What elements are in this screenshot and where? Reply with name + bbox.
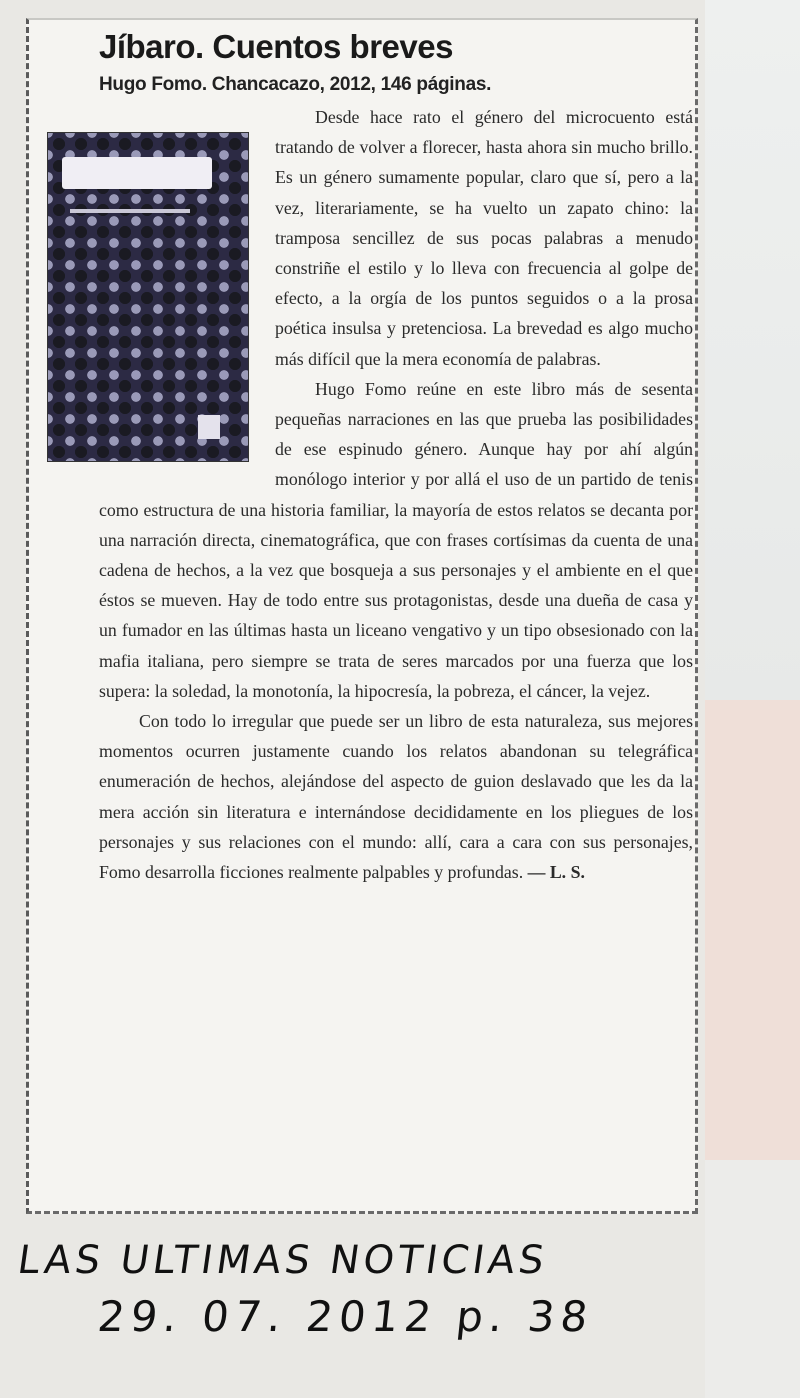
paragraph-3 bbox=[99, 706, 693, 887]
paragraph-2: Hugo Fomo reúne en este libro más de sesenta pequeñas narraciones en las que prueba las posibilidades de ese espinudo género. Aunque hay por ahí algún monólogo interior y por allá el uso de un partido de tenis como estructura de una historia familiar, la mayoría de estos relatos se decanta por una narración directa, cinematográfica, que con frases cortísimas da cuenta de una cadena de hechos, a la vez que bosqueja a sus personajes y el ambiente en el que éstos se mueven. Hay de todo entre sus protagonistas, desde una dueña de casa y un fumador en las últimas hasta un liceano vengativo y un tipo obsesionado con la mafia italiana, pero siempre se trata de seres marcados por una fuerza que los supera: la soledad, la monotonía, la hipocresía, la pobreza, el cáncer, la vejez. bbox=[99, 378, 693, 701]
article-signature: — L. S. bbox=[527, 862, 585, 883]
background-strip bbox=[705, 0, 800, 1398]
newspaper-clipping bbox=[26, 18, 698, 1214]
handwritten-date-page: 29. 07. 2012 p. 38 bbox=[95, 1292, 596, 1341]
handwritten-source: LAS ULTIMAS NOTICIAS bbox=[14, 1238, 551, 1283]
article-byline: Hugo Fomo. Chancacazo, 2012, 146 páginas. bbox=[99, 74, 492, 95]
paragraph-1: Desde hace rato el género del microcuento está tratando de volver a florecer, hasta ahora sin mucho brillo. Es un género sumamente popular, claro que sí, pero a la vez, literariamente, se ha vuelto un zapato chino: la tramposa sencillez de sus pocas palabras a menudo constriñe el estilo y lo lleva con frecuencia al golpe de efecto, a la orgía de los puntos seguidos o a la prosa poética insulsa y pretenciosa. La brevedad es algo mucho más difícil que la mera economía de palabras. bbox=[275, 107, 693, 369]
article-title: Jíbaro. Cuentos breves bbox=[99, 28, 453, 65]
article-body bbox=[99, 102, 693, 887]
paragraph-3-text: Con todo lo irregular que puede ser un libro de esta naturaleza, sus mejores momentos ocurren justamente cuando los relatos abandonan su telegráfica enumeración de hechos, alejándose del aspecto de guion deslavado que les da la mera acción sin literatura e internándose decididamente en los pliegues de los personajes y sus relaciones con el mundo: allí, cara a cara con sus personajes, Fomo desarrolla ficciones realmente palpables y profundas. bbox=[99, 711, 693, 883]
